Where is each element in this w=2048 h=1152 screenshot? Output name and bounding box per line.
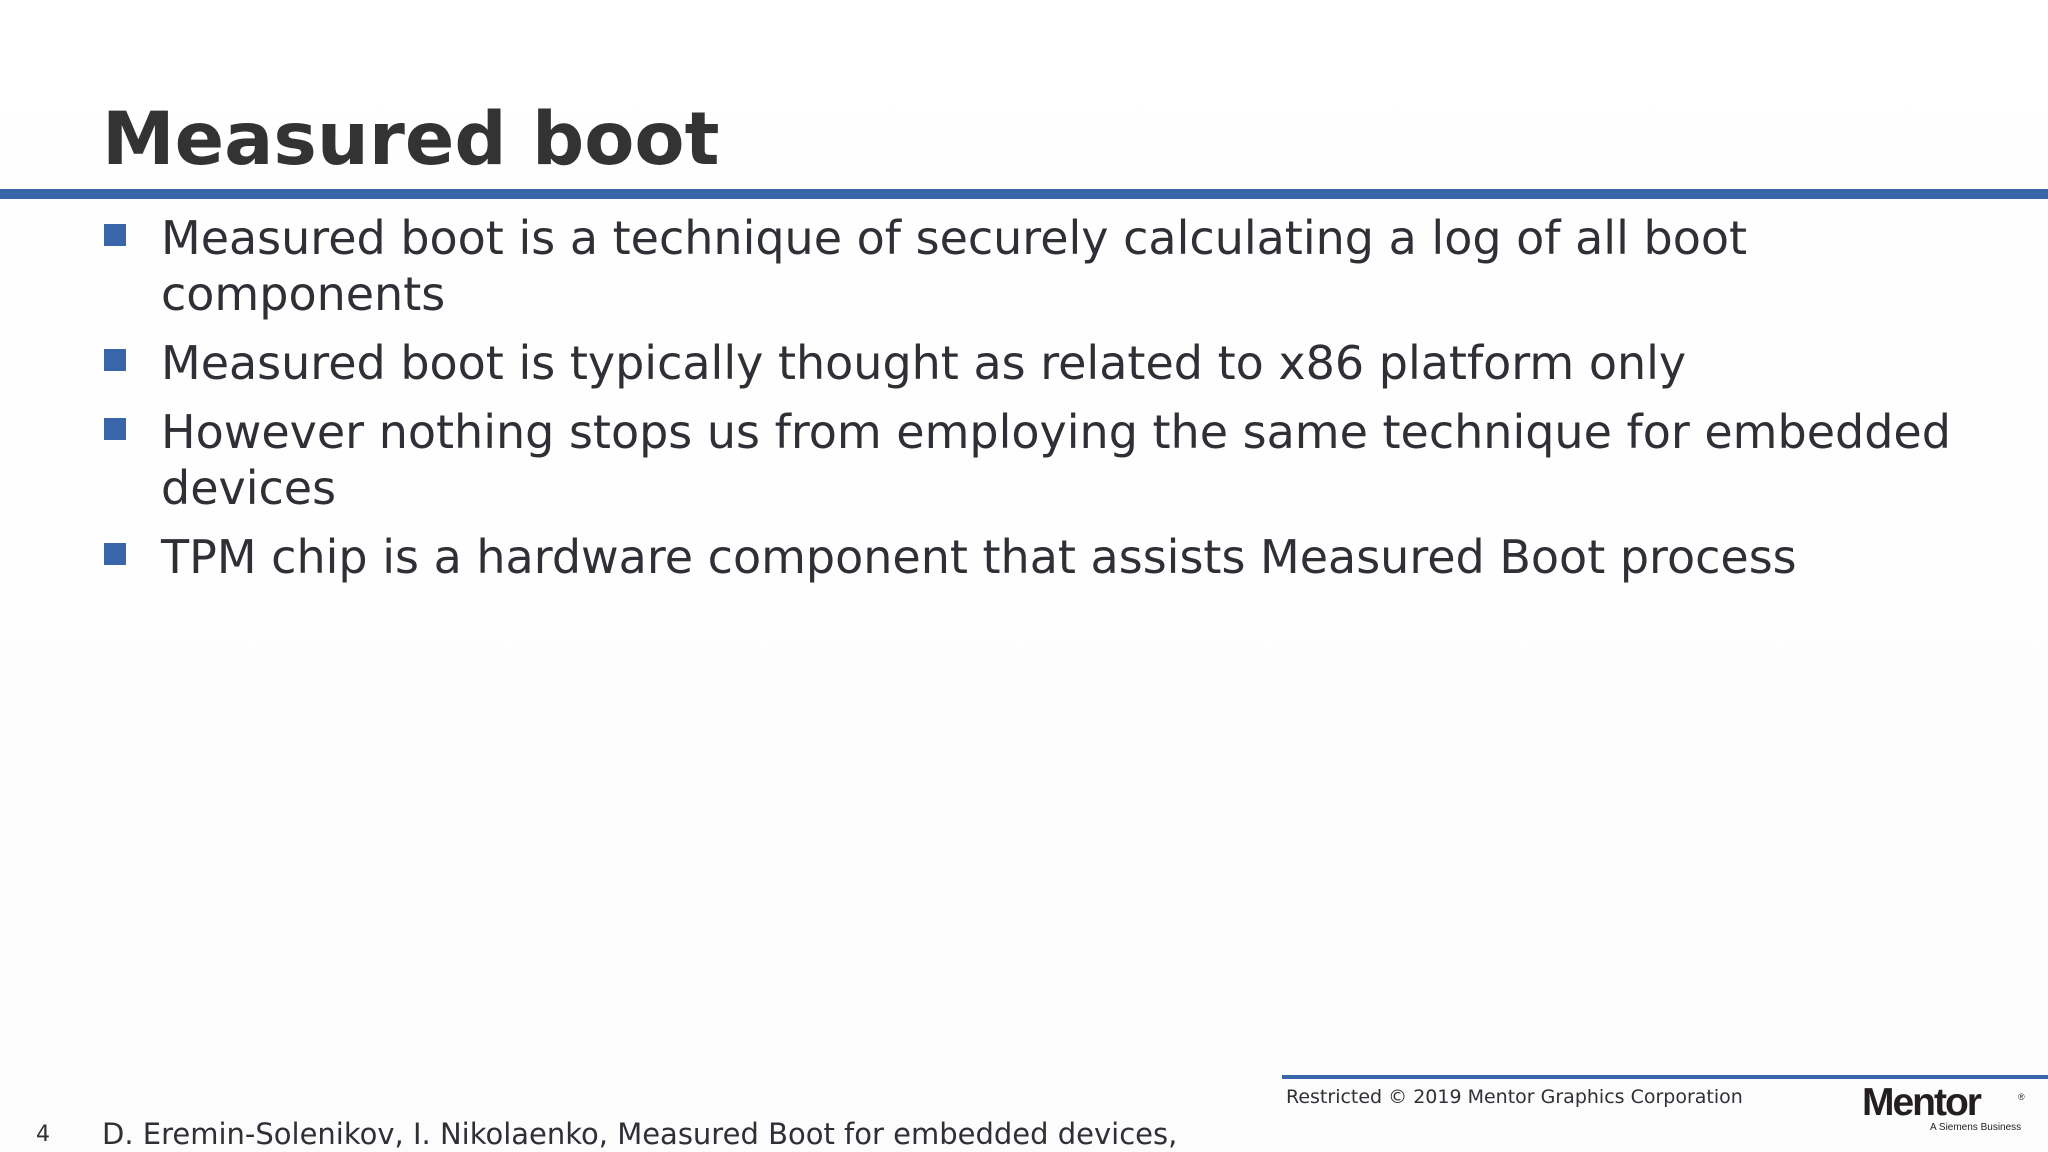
page-number: 4 (36, 1122, 50, 1147)
title-divider (0, 189, 2048, 199)
bullet-item (104, 529, 1984, 585)
square-bullet-icon (104, 224, 126, 246)
bullet-text: However nothing stops us from employing the same technique for embedded devices (161, 405, 1951, 515)
footer-divider (1282, 1075, 2048, 1079)
square-bullet-icon (104, 418, 126, 440)
mentor-logo (1858, 1082, 2028, 1134)
bullet-list (104, 210, 1984, 598)
bullet-item (104, 210, 1984, 322)
logo-tagline: A Siemens Business (1930, 1122, 2022, 1133)
bullet-text: Measured boot is typically thought as related to x86 platform only (161, 336, 1687, 390)
registered-mark: ® (2018, 1092, 2025, 1102)
bullet-text: Measured boot is a technique of securely calculating a log of all boot components (161, 211, 1748, 321)
square-bullet-icon (104, 543, 126, 565)
copyright-notice: Restricted © 2019 Mentor Graphics Corporation (1286, 1086, 1743, 1108)
slide-title: Measured boot (102, 97, 720, 182)
logo-wordmark: Mentor (1862, 1081, 1980, 1124)
bullet-item (104, 335, 1984, 391)
bullet-item (104, 404, 1984, 516)
footer-citation: D. Eremin-Solenikov, I. Nikolaenko, Measured Boot for embedded devices, (102, 1117, 1178, 1151)
bullet-text: TPM chip is a hardware component that assists Measured Boot process (161, 530, 1797, 584)
square-bullet-icon (104, 349, 126, 371)
